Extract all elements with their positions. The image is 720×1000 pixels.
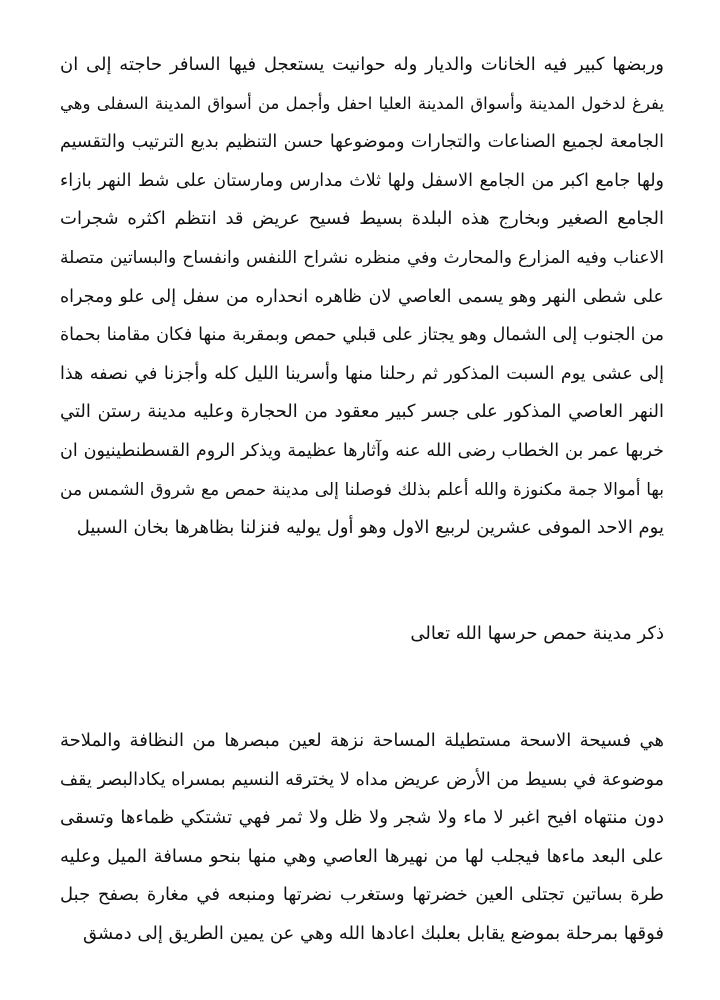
text-line: على البعد ماءها فيجلب لها من نهيرها العاصي وهي منها بنحو مسافة الميل وعليه: [60, 845, 664, 867]
text-line: الاعناب وفيه المزارع والمحارث وفي منظره نشراح اللنفس وانفساح والبساتين متصلة: [60, 247, 664, 268]
text-line: خربها عمر بن الخطاب رضى الله عنه وآثارها عظيمة ويذكر الروم القسطنطينيون ان: [60, 440, 664, 461]
text-line: يوم الاحد الموفى عشرين لربيع الاول وهو أول يوليه فنزلنا بظاهرها بخان السبيل: [76, 517, 664, 539]
text-line: بها أموالا جمة مكنوزة والله أعلم بذلك فوصلنا إلى مدينة حمص مع شروق الشمس من: [60, 479, 664, 500]
text-line: موضوعة في بسيط من الأرض عريض مداه لا يخترقه النسيم بمسراه يكادالبصر يقف: [60, 769, 664, 790]
text-line: الجامعة لجميع الصناعات والتجارات وموضوعها حسن التنظيم بديع الترتيب والتقسيم: [60, 132, 664, 153]
text-line: ولها جامع اكبر من الجامع الاسفل ولها ثلاث مدارس ومارستان على شط النهر بازاء: [60, 170, 664, 191]
text-line: طرة بساتين تجتلى العين خضرتها وستغرب نضرتها ومنبعه في مغارة بصفح جبل: [60, 884, 664, 906]
text-line: هي فسيحة الاسحة مستطيلة المساحة نزهة لعين مبصرها من النظافة والملاحة: [60, 730, 664, 751]
text-line: دون منتهاه افيح اغبر لا ماء ولا شجر ولا ظل ولا ثمر فهي تشتكي ظماءها وتسقى: [60, 807, 664, 829]
text-line: النهر العاصي المذكور على جسر كبير معقود من الحجارة وعليه مدينة رستن التي: [60, 401, 664, 423]
text-line: يفرغ لدخول المدينة وأسواق المدينة العليا احفل وأجمل من أسواق المدينة السفلى وهي: [60, 93, 664, 113]
text-line: وربضها كبير فيه الخانات والديار وله حوانيت يستعجل فيها السافر حاجته إلى ان: [60, 54, 664, 75]
text-line: على شطى النهر وهو يسمى العاصي لان ظاهره انحداره من سفل إلى علو ومجراه: [60, 286, 664, 307]
text-line: إلى عشى يوم السبت المذكور ثم رحلنا منها وأسرينا الليل كله وأجزنا في نصفه هذا: [60, 363, 664, 384]
paragraph-1: [60, 46, 664, 548]
text-line: فوقها بمرحلة بموضع يقابل بعلبك اعادها الله وهي عن يمين الطريق إلى دمشق: [82, 922, 664, 944]
text-line: الجامع الصغير وبخارج هذه البلدة بسيط فسيح عريض قد انتظم اكثره شجرات: [60, 208, 664, 230]
text-line: من الجنوب إلى الشمال وهو يجتاز على قبلي حمص وبمقربة منها فكان مقامنا بحماة: [60, 325, 664, 346]
paragraph-2: [60, 722, 664, 954]
section-heading: ذكر مدينة حمص حرسها الله تعالى: [410, 623, 664, 644]
